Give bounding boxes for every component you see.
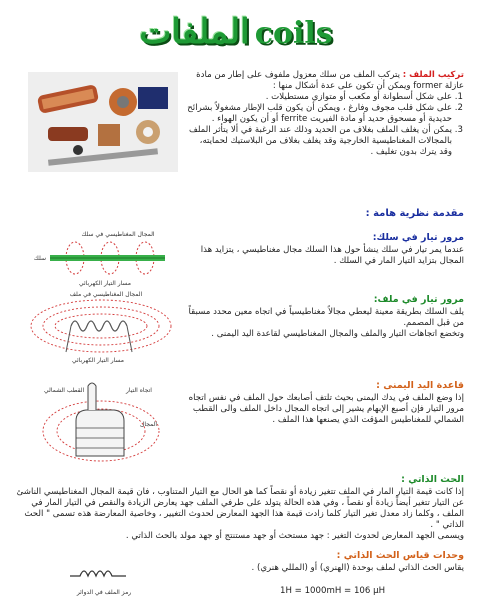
wire-section: [186, 232, 464, 267]
hand-fig-current: اتجاه التيار: [126, 387, 152, 394]
self-induction-heading: الحث الذاتي :: [401, 474, 464, 485]
coil-heading: مرور تيار في ملف:: [373, 294, 464, 305]
right-hand-section: [186, 380, 464, 426]
wire-heading: مرور تيار في سلك:: [372, 232, 464, 243]
wire-fig-label-wire: سلك: [33, 255, 46, 262]
construction-heading: تركيب الملف :: [402, 70, 464, 80]
coil-text-1: يلف السلك بطريقة معينة ليعطي مجالاً مغناطيسياً في اتجاه معين محدد مسبقاً من قبل المصمم.: [188, 307, 464, 328]
wire-text: عندما يمر تيار في سلك ينشأ حول هذا السلك مجال مغناطيسي ، يتزايد هذا المجال بتزايد التيار المار في السلك .: [200, 245, 464, 266]
coil-field-figure: [26, 288, 176, 366]
wire-field-figure: [30, 228, 170, 288]
right-hand-text: إذا وضع الملف في يدك اليمنى بحيث تلتف أصابعك حول الملف في نفس اتجاه مرور التيار فإن أصبع الإبهام يشير إلى اتجاه المجال داخل الملف والى القطب الشمالي للمغناطيس المؤقت الذي يصنعها هذا الملف .: [188, 393, 464, 425]
coil-section: [186, 294, 464, 340]
self-induction-para-1: إذا كانت قيمة التيار المار في الملف تتغير زيادة أو نقصاً كما هو الحال مع التيار المتناوب ، فان قيمة المجال المغناطيسي الناشئ عن التيار تتغير أيضاً زيادة أو نقصاً ، وفي هذه الحالة يتولد على طرفي الملف جهد يعارض الزيادة والنقص في التيار المار في الملف ، وكلما زاد معدل تغير التيار كلما زادت قيمة هذا الجهد المعارض لحدوث التغيير ، وخاصية المعارضة هذه تسمى " الحث الذاتي " .: [16, 487, 464, 530]
self-induction-section: [14, 474, 464, 542]
construction-item: 1. على شكل أسطوانة أو مكعب أو متوازي مستطيلات .: [186, 92, 452, 103]
construction-section: [186, 70, 464, 158]
title-arabic: الملفات: [139, 12, 250, 52]
theory-heading: مقدمة نظرية هامة :: [365, 208, 464, 219]
page-title: [100, 12, 380, 60]
coil-symbol-caption: رمز الملف في الدوائر: [76, 589, 132, 596]
right-hand-heading: قاعدة اليد اليمنى :: [376, 380, 464, 391]
hand-fig-field: المجال: [140, 421, 158, 428]
coil-symbol-figure: [64, 564, 144, 598]
units-section: [150, 550, 464, 574]
units-heading: وحدات قياس الحث الذاتي :: [336, 550, 464, 561]
units-formula: 1H = 1000mH = 106 μH: [280, 586, 386, 596]
units-text: يقاس الحث الذاتي لملف بوحدة (الهنري) أو (المللي هنري) .: [251, 563, 464, 573]
construction-item: 2. على شكل قلب مجوف وفارغ ، ويمكن أن يكون قلب الإطار مشغولاً بشرائح حديدية أو مسحوق حديد أو مادة الفيريت ferrite أو أن يكون الهواء .: [186, 103, 452, 125]
self-induction-para-2: ويسمى الجهد المعارض لحدوث التغير : جهد مستحث أو جهد مستنتج أو جهد مولد بالحث الذاتي .: [125, 531, 464, 541]
wire-fig-label-bottom: مسار التيار الكهربائي: [78, 280, 132, 287]
coil-text-2: وتخضع اتجاهات التيار والملف والمجال المغناطيسي لقاعدة اليد اليمنى .: [211, 329, 464, 339]
coils-photo: [28, 72, 178, 172]
construction-item: 3. يمكن أن يغلف الملف بغلاف من الحديد وذلك عند الرغبة في ألا يتأثر الملف بالمجالات المغناطيسية الخارجية وقد يغلف بغلاف من البلاستيك لحمايته، وقد يترك بدون تغليف .: [186, 125, 452, 158]
construction-intro: يتركب الملف من سلك معزول ملفوف على إطار من مادة عازلة former ويمكن أن تكون على عدة أشكال منها :: [196, 70, 464, 91]
title-latin: coils: [254, 16, 333, 51]
right-hand-figure: [36, 376, 166, 466]
coil-fig-label-bottom: مسار التيار الكهربائي: [71, 357, 125, 364]
hand-fig-north: القطب الشمالي: [44, 387, 85, 394]
wire-fig-label-top: المجال المغناطيسي في سلك: [81, 231, 155, 238]
coil-fig-label-top: المجال المغناطيسي في ملف: [69, 291, 143, 298]
